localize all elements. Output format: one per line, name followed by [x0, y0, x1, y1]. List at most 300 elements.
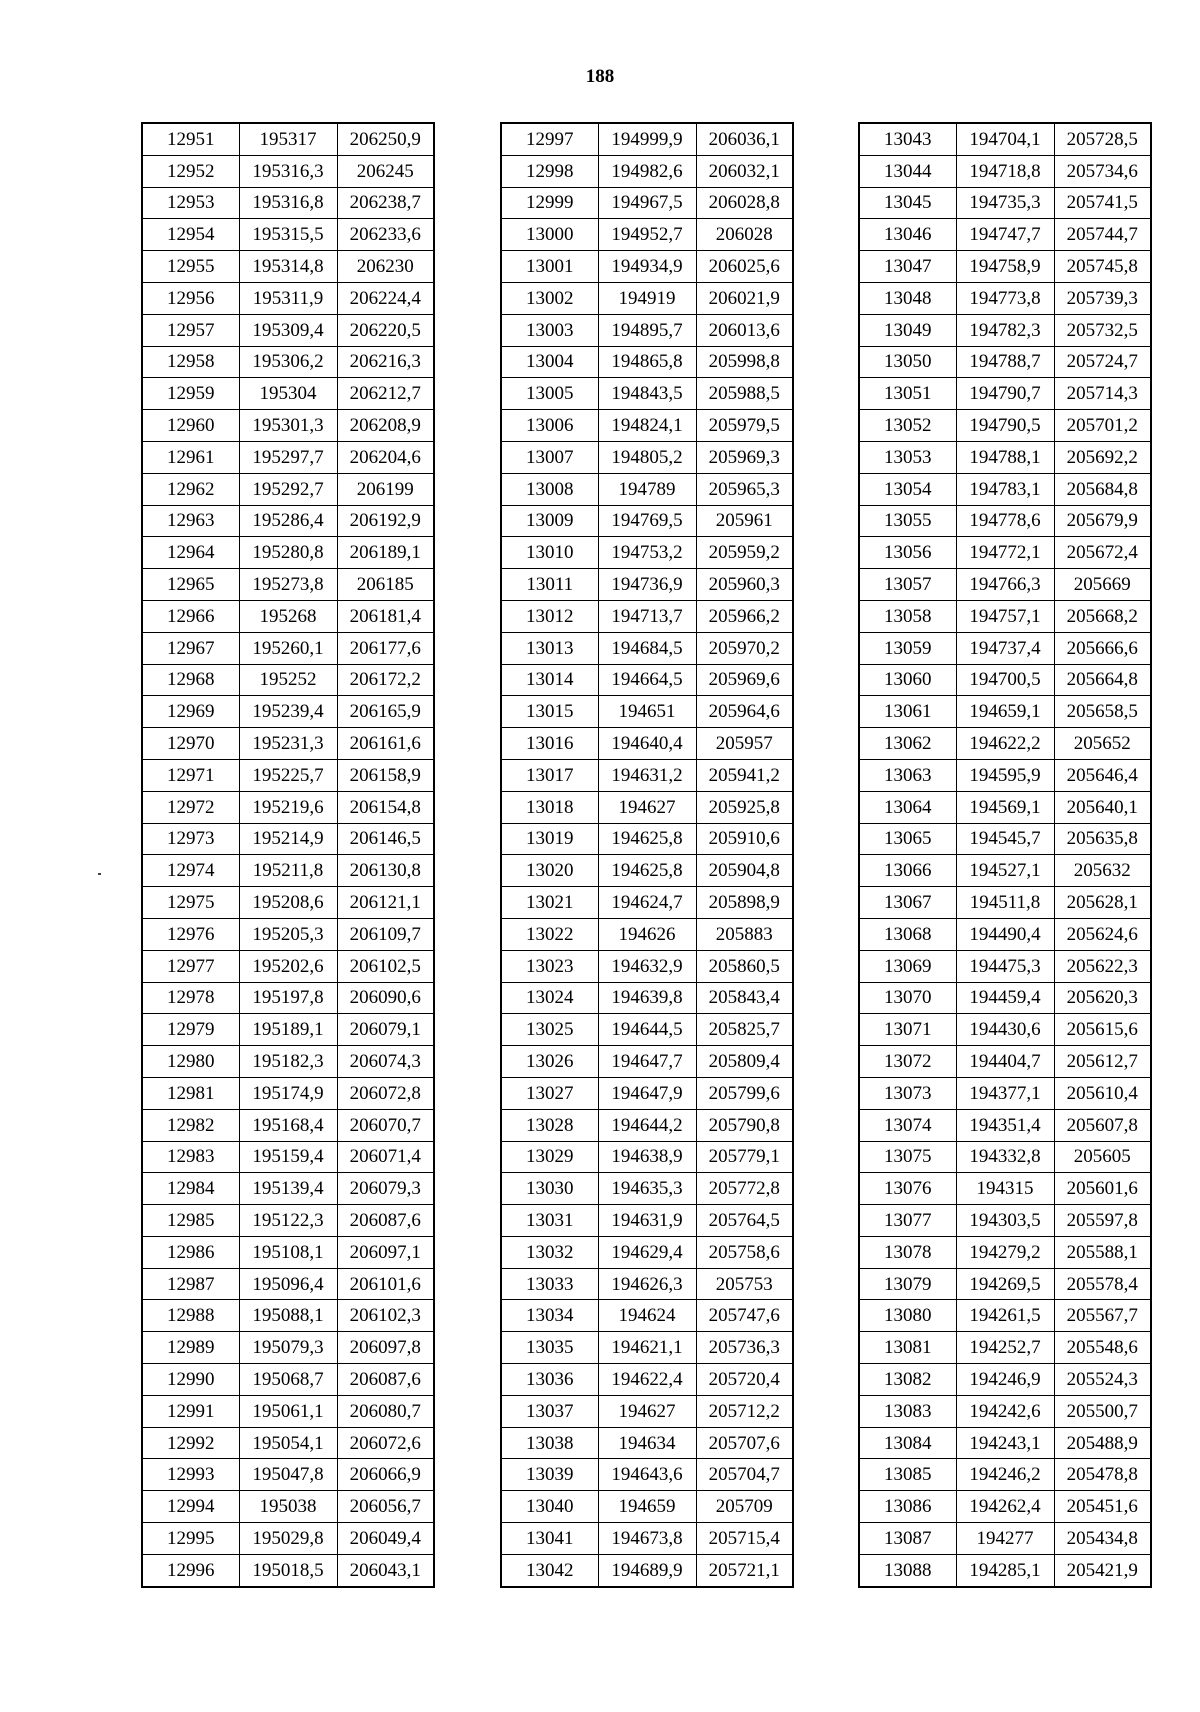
x-coordinate-cell: 194673,8 — [598, 1523, 696, 1555]
y-coordinate-cell: 206070,7 — [337, 1109, 434, 1141]
point-number-cell: 13033 — [501, 1268, 598, 1300]
point-number-cell: 13058 — [859, 600, 956, 632]
table-row — [142, 696, 434, 728]
x-coordinate-cell: 195018,5 — [239, 1554, 337, 1586]
x-coordinate-cell: 194622,4 — [598, 1364, 696, 1396]
table-row — [142, 1109, 434, 1141]
table-row — [859, 1205, 1151, 1237]
table-row — [501, 728, 793, 760]
point-number-cell: 13018 — [501, 791, 598, 823]
point-number-cell: 12972 — [142, 791, 239, 823]
y-coordinate-cell: 205488,9 — [1054, 1427, 1151, 1459]
table-row — [501, 251, 793, 283]
x-coordinate-cell: 195316,3 — [239, 155, 337, 187]
y-coordinate-cell: 205679,9 — [1054, 505, 1151, 537]
point-number-cell: 13003 — [501, 314, 598, 346]
point-number-cell: 13036 — [501, 1364, 598, 1396]
table-row — [859, 473, 1151, 505]
x-coordinate-cell: 194246,9 — [956, 1364, 1054, 1396]
x-coordinate-cell: 194788,7 — [956, 346, 1054, 378]
x-coordinate-cell: 195139,4 — [239, 1173, 337, 1205]
coordinates-table-3 — [858, 122, 1152, 1588]
y-coordinate-cell: 205925,8 — [696, 791, 793, 823]
table-row — [501, 1236, 793, 1268]
x-coordinate-cell: 195079,3 — [239, 1332, 337, 1364]
x-coordinate-cell: 195297,7 — [239, 441, 337, 473]
point-number-cell: 13070 — [859, 982, 956, 1014]
x-coordinate-cell: 194700,5 — [956, 664, 1054, 696]
table-row — [501, 855, 793, 887]
point-number-cell: 13010 — [501, 537, 598, 569]
y-coordinate-cell: 205957 — [696, 728, 793, 760]
table-row — [501, 1014, 793, 1046]
table-row — [501, 219, 793, 251]
x-coordinate-cell: 194246,2 — [956, 1459, 1054, 1491]
point-number-cell: 13034 — [501, 1300, 598, 1332]
point-number-cell: 13083 — [859, 1395, 956, 1427]
y-coordinate-cell: 205965,3 — [696, 473, 793, 505]
x-coordinate-cell: 194758,9 — [956, 251, 1054, 283]
point-number-cell: 12985 — [142, 1205, 239, 1237]
table-row — [501, 314, 793, 346]
x-coordinate-cell: 194277 — [956, 1523, 1054, 1555]
table-row — [859, 187, 1151, 219]
table-row — [859, 950, 1151, 982]
y-coordinate-cell: 206109,7 — [337, 918, 434, 950]
x-coordinate-cell: 194626 — [598, 918, 696, 950]
x-coordinate-cell: 194631,2 — [598, 759, 696, 791]
x-coordinate-cell: 194805,2 — [598, 441, 696, 473]
x-coordinate-cell: 194631,9 — [598, 1205, 696, 1237]
table-row — [501, 696, 793, 728]
coordinates-table-body — [859, 123, 1151, 1587]
y-coordinate-cell: 205969,6 — [696, 664, 793, 696]
point-number-cell: 13082 — [859, 1364, 956, 1396]
y-coordinate-cell: 206097,1 — [337, 1236, 434, 1268]
table-row — [501, 378, 793, 410]
point-number-cell: 13022 — [501, 918, 598, 950]
point-number-cell: 13056 — [859, 537, 956, 569]
x-coordinate-cell: 194895,7 — [598, 314, 696, 346]
point-number-cell: 12967 — [142, 632, 239, 664]
y-coordinate-cell: 205640,1 — [1054, 791, 1151, 823]
table-row — [859, 1332, 1151, 1364]
point-number-cell: 12955 — [142, 251, 239, 283]
table-row — [142, 378, 434, 410]
y-coordinate-cell: 205669 — [1054, 569, 1151, 601]
y-coordinate-cell: 206172,2 — [337, 664, 434, 696]
y-coordinate-cell: 205988,5 — [696, 378, 793, 410]
table-row — [142, 219, 434, 251]
x-coordinate-cell: 194952,7 — [598, 219, 696, 251]
x-coordinate-cell: 195239,4 — [239, 696, 337, 728]
y-coordinate-cell: 205715,4 — [696, 1523, 793, 1555]
x-coordinate-cell: 195252 — [239, 664, 337, 696]
x-coordinate-cell: 194790,7 — [956, 378, 1054, 410]
y-coordinate-cell: 205736,3 — [696, 1332, 793, 1364]
table-row — [501, 759, 793, 791]
table-row — [501, 950, 793, 982]
x-coordinate-cell: 194624 — [598, 1300, 696, 1332]
point-number-cell: 13071 — [859, 1014, 956, 1046]
table-row — [501, 1459, 793, 1491]
x-coordinate-cell: 195088,1 — [239, 1300, 337, 1332]
point-number-cell: 13047 — [859, 251, 956, 283]
table-row — [142, 441, 434, 473]
table-row — [859, 887, 1151, 919]
point-number-cell: 13030 — [501, 1173, 598, 1205]
y-coordinate-cell: 205969,3 — [696, 441, 793, 473]
y-coordinate-cell: 206043,1 — [337, 1554, 434, 1586]
x-coordinate-cell: 194315 — [956, 1173, 1054, 1205]
table-row — [501, 1173, 793, 1205]
table-row — [142, 1268, 434, 1300]
table-row — [859, 410, 1151, 442]
table-row — [859, 1014, 1151, 1046]
point-number-cell: 13085 — [859, 1459, 956, 1491]
table-row — [501, 1427, 793, 1459]
x-coordinate-cell: 194788,1 — [956, 441, 1054, 473]
x-coordinate-cell: 194824,1 — [598, 410, 696, 442]
y-coordinate-cell: 206074,3 — [337, 1046, 434, 1078]
x-coordinate-cell: 194332,8 — [956, 1141, 1054, 1173]
x-coordinate-cell: 194511,8 — [956, 887, 1054, 919]
x-coordinate-cell: 194737,4 — [956, 632, 1054, 664]
point-number-cell: 12956 — [142, 282, 239, 314]
y-coordinate-cell: 205658,5 — [1054, 696, 1151, 728]
table-row — [859, 346, 1151, 378]
x-coordinate-cell: 194664,5 — [598, 664, 696, 696]
x-coordinate-cell: 194773,8 — [956, 282, 1054, 314]
point-number-cell: 13023 — [501, 950, 598, 982]
x-coordinate-cell: 195314,8 — [239, 251, 337, 283]
point-number-cell: 12978 — [142, 982, 239, 1014]
x-coordinate-cell: 194865,8 — [598, 346, 696, 378]
point-number-cell: 13088 — [859, 1554, 956, 1586]
table-row — [859, 1109, 1151, 1141]
table-row — [859, 791, 1151, 823]
y-coordinate-cell: 205734,6 — [1054, 155, 1151, 187]
y-coordinate-cell: 205753 — [696, 1268, 793, 1300]
point-number-cell: 13044 — [859, 155, 956, 187]
table-row — [501, 1364, 793, 1396]
x-coordinate-cell: 194778,6 — [956, 505, 1054, 537]
y-coordinate-cell: 206036,1 — [696, 123, 793, 155]
point-number-cell: 12952 — [142, 155, 239, 187]
point-number-cell: 13020 — [501, 855, 598, 887]
y-coordinate-cell: 206087,6 — [337, 1364, 434, 1396]
point-number-cell: 13079 — [859, 1268, 956, 1300]
y-coordinate-cell: 205732,5 — [1054, 314, 1151, 346]
x-coordinate-cell: 194635,3 — [598, 1173, 696, 1205]
table-row — [859, 282, 1151, 314]
point-number-cell: 13007 — [501, 441, 598, 473]
x-coordinate-cell: 195304 — [239, 378, 337, 410]
point-number-cell: 12954 — [142, 219, 239, 251]
table-row — [142, 251, 434, 283]
y-coordinate-cell: 205739,3 — [1054, 282, 1151, 314]
table-row — [142, 1014, 434, 1046]
x-coordinate-cell: 195260,1 — [239, 632, 337, 664]
x-coordinate-cell: 194651 — [598, 696, 696, 728]
point-number-cell: 12961 — [142, 441, 239, 473]
y-coordinate-cell: 205714,3 — [1054, 378, 1151, 410]
table-row — [859, 1491, 1151, 1523]
table-row — [142, 759, 434, 791]
x-coordinate-cell: 195054,1 — [239, 1427, 337, 1459]
table-row — [859, 982, 1151, 1014]
point-number-cell: 13038 — [501, 1427, 598, 1459]
x-coordinate-cell: 194285,1 — [956, 1554, 1054, 1586]
table-row — [859, 759, 1151, 791]
table-row — [501, 1554, 793, 1586]
y-coordinate-cell: 205451,6 — [1054, 1491, 1151, 1523]
point-number-cell: 13014 — [501, 664, 598, 696]
point-number-cell: 13063 — [859, 759, 956, 791]
x-coordinate-cell: 195306,2 — [239, 346, 337, 378]
x-coordinate-cell: 194643,6 — [598, 1459, 696, 1491]
point-number-cell: 13035 — [501, 1332, 598, 1364]
table-row — [142, 1173, 434, 1205]
y-coordinate-cell: 205960,3 — [696, 569, 793, 601]
x-coordinate-cell: 194644,2 — [598, 1109, 696, 1141]
x-coordinate-cell: 194790,5 — [956, 410, 1054, 442]
point-number-cell: 12963 — [142, 505, 239, 537]
point-number-cell: 13062 — [859, 728, 956, 760]
point-number-cell: 12997 — [501, 123, 598, 155]
table-row — [142, 728, 434, 760]
y-coordinate-cell: 205998,8 — [696, 346, 793, 378]
table-row — [501, 664, 793, 696]
table-row — [501, 1141, 793, 1173]
table-row — [142, 155, 434, 187]
table-row — [859, 664, 1151, 696]
table-row — [859, 918, 1151, 950]
table-row — [142, 823, 434, 855]
y-coordinate-cell: 206102,3 — [337, 1300, 434, 1332]
point-number-cell: 13011 — [501, 569, 598, 601]
x-coordinate-cell: 194262,4 — [956, 1491, 1054, 1523]
table-row — [501, 410, 793, 442]
y-coordinate-cell: 206177,6 — [337, 632, 434, 664]
x-coordinate-cell: 194736,9 — [598, 569, 696, 601]
x-coordinate-cell: 194982,6 — [598, 155, 696, 187]
table-row — [142, 855, 434, 887]
point-number-cell: 13000 — [501, 219, 598, 251]
y-coordinate-cell: 206245 — [337, 155, 434, 187]
x-coordinate-cell: 194377,1 — [956, 1077, 1054, 1109]
point-number-cell: 12951 — [142, 123, 239, 155]
x-coordinate-cell: 194252,7 — [956, 1332, 1054, 1364]
point-number-cell: 12977 — [142, 950, 239, 982]
point-number-cell: 13074 — [859, 1109, 956, 1141]
x-coordinate-cell: 195182,3 — [239, 1046, 337, 1078]
x-coordinate-cell: 195029,8 — [239, 1523, 337, 1555]
x-coordinate-cell: 194632,9 — [598, 950, 696, 982]
x-coordinate-cell: 194595,9 — [956, 759, 1054, 791]
point-number-cell: 12953 — [142, 187, 239, 219]
table-row — [142, 1236, 434, 1268]
point-number-cell: 13013 — [501, 632, 598, 664]
point-number-cell: 13028 — [501, 1109, 598, 1141]
x-coordinate-cell: 194625,8 — [598, 855, 696, 887]
table-row — [142, 1395, 434, 1427]
coordinates-table-1 — [141, 122, 435, 1588]
table-row — [142, 187, 434, 219]
point-number-cell: 13067 — [859, 887, 956, 919]
y-coordinate-cell: 205961 — [696, 505, 793, 537]
x-coordinate-cell: 195315,5 — [239, 219, 337, 251]
table-row — [142, 314, 434, 346]
y-coordinate-cell: 205664,8 — [1054, 664, 1151, 696]
table-row — [142, 1332, 434, 1364]
table-row — [859, 314, 1151, 346]
point-number-cell: 13072 — [859, 1046, 956, 1078]
y-coordinate-cell: 205701,2 — [1054, 410, 1151, 442]
x-coordinate-cell: 194772,1 — [956, 537, 1054, 569]
x-coordinate-cell: 194629,4 — [598, 1236, 696, 1268]
y-coordinate-cell: 205745,8 — [1054, 251, 1151, 283]
table-row — [859, 1427, 1151, 1459]
x-coordinate-cell: 194967,5 — [598, 187, 696, 219]
point-number-cell: 13004 — [501, 346, 598, 378]
y-coordinate-cell: 205790,8 — [696, 1109, 793, 1141]
point-number-cell: 13042 — [501, 1554, 598, 1586]
table-row — [859, 1046, 1151, 1078]
x-coordinate-cell: 194753,2 — [598, 537, 696, 569]
point-number-cell: 13064 — [859, 791, 956, 823]
point-number-cell: 12965 — [142, 569, 239, 601]
y-coordinate-cell: 206130,8 — [337, 855, 434, 887]
y-coordinate-cell: 205620,3 — [1054, 982, 1151, 1014]
table-row — [142, 1459, 434, 1491]
x-coordinate-cell: 194647,9 — [598, 1077, 696, 1109]
table-row — [501, 187, 793, 219]
x-coordinate-cell: 195208,6 — [239, 887, 337, 919]
y-coordinate-cell: 205421,9 — [1054, 1554, 1151, 1586]
y-coordinate-cell: 205668,2 — [1054, 600, 1151, 632]
y-coordinate-cell: 205898,9 — [696, 887, 793, 919]
x-coordinate-cell: 194747,7 — [956, 219, 1054, 251]
y-coordinate-cell: 206192,9 — [337, 505, 434, 537]
y-coordinate-cell: 206090,6 — [337, 982, 434, 1014]
y-coordinate-cell: 205478,8 — [1054, 1459, 1151, 1491]
table-row — [859, 1077, 1151, 1109]
table-row — [859, 1459, 1151, 1491]
x-coordinate-cell: 194644,5 — [598, 1014, 696, 1046]
y-coordinate-cell: 206097,8 — [337, 1332, 434, 1364]
y-coordinate-cell: 206056,7 — [337, 1491, 434, 1523]
y-coordinate-cell: 206025,6 — [696, 251, 793, 283]
x-coordinate-cell: 195122,3 — [239, 1205, 337, 1237]
x-coordinate-cell: 195202,6 — [239, 950, 337, 982]
point-number-cell: 13077 — [859, 1205, 956, 1237]
x-coordinate-cell: 195231,3 — [239, 728, 337, 760]
x-coordinate-cell: 194718,8 — [956, 155, 1054, 187]
table-row — [501, 791, 793, 823]
point-number-cell: 13025 — [501, 1014, 598, 1046]
table-row — [859, 728, 1151, 760]
y-coordinate-cell: 206224,4 — [337, 282, 434, 314]
x-coordinate-cell: 194659 — [598, 1491, 696, 1523]
table-row — [859, 1523, 1151, 1555]
x-coordinate-cell: 194545,7 — [956, 823, 1054, 855]
x-coordinate-cell: 195317 — [239, 123, 337, 155]
x-coordinate-cell: 194624,7 — [598, 887, 696, 919]
y-coordinate-cell: 206013,6 — [696, 314, 793, 346]
table-row — [142, 1491, 434, 1523]
y-coordinate-cell: 206101,6 — [337, 1268, 434, 1300]
y-coordinate-cell: 205883 — [696, 918, 793, 950]
y-coordinate-cell: 205684,8 — [1054, 473, 1151, 505]
table-row — [142, 1205, 434, 1237]
point-number-cell: 13051 — [859, 378, 956, 410]
point-number-cell: 13002 — [501, 282, 598, 314]
x-coordinate-cell: 194622,2 — [956, 728, 1054, 760]
table-row — [501, 537, 793, 569]
x-coordinate-cell: 194475,3 — [956, 950, 1054, 982]
x-coordinate-cell: 194843,5 — [598, 378, 696, 410]
point-number-cell: 12964 — [142, 537, 239, 569]
point-number-cell: 13066 — [859, 855, 956, 887]
y-coordinate-cell: 205709 — [696, 1491, 793, 1523]
point-number-cell: 13052 — [859, 410, 956, 442]
x-coordinate-cell: 194757,1 — [956, 600, 1054, 632]
point-number-cell: 12962 — [142, 473, 239, 505]
y-coordinate-cell: 206212,7 — [337, 378, 434, 410]
point-number-cell: 13065 — [859, 823, 956, 855]
point-number-cell: 13015 — [501, 696, 598, 728]
y-coordinate-cell: 206066,9 — [337, 1459, 434, 1491]
y-coordinate-cell: 206220,5 — [337, 314, 434, 346]
table-row — [501, 473, 793, 505]
x-coordinate-cell: 194704,1 — [956, 123, 1054, 155]
y-coordinate-cell: 205779,1 — [696, 1141, 793, 1173]
y-coordinate-cell: 206028 — [696, 219, 793, 251]
point-number-cell: 12971 — [142, 759, 239, 791]
table-row — [501, 1109, 793, 1141]
table-row — [859, 1141, 1151, 1173]
x-coordinate-cell: 194279,2 — [956, 1236, 1054, 1268]
table-row — [142, 410, 434, 442]
x-coordinate-cell: 194626,3 — [598, 1268, 696, 1300]
y-coordinate-cell: 205578,4 — [1054, 1268, 1151, 1300]
x-coordinate-cell: 195168,4 — [239, 1109, 337, 1141]
point-number-cell: 12980 — [142, 1046, 239, 1078]
point-number-cell: 13045 — [859, 187, 956, 219]
y-coordinate-cell: 205959,2 — [696, 537, 793, 569]
coordinates-table-2 — [500, 122, 794, 1588]
table-row — [859, 632, 1151, 664]
y-coordinate-cell: 206032,1 — [696, 155, 793, 187]
point-number-cell: 12999 — [501, 187, 598, 219]
point-number-cell: 13008 — [501, 473, 598, 505]
table-row — [859, 378, 1151, 410]
y-coordinate-cell: 205843,4 — [696, 982, 793, 1014]
y-coordinate-cell: 205747,6 — [696, 1300, 793, 1332]
table-row — [859, 696, 1151, 728]
x-coordinate-cell: 194919 — [598, 282, 696, 314]
table-row — [859, 1364, 1151, 1396]
y-coordinate-cell: 205597,8 — [1054, 1205, 1151, 1237]
y-coordinate-cell: 205720,4 — [696, 1364, 793, 1396]
x-coordinate-cell: 194659,1 — [956, 696, 1054, 728]
y-coordinate-cell: 205966,2 — [696, 600, 793, 632]
table-row — [142, 1141, 434, 1173]
table-row — [142, 982, 434, 1014]
x-coordinate-cell: 194404,7 — [956, 1046, 1054, 1078]
point-number-cell: 13050 — [859, 346, 956, 378]
